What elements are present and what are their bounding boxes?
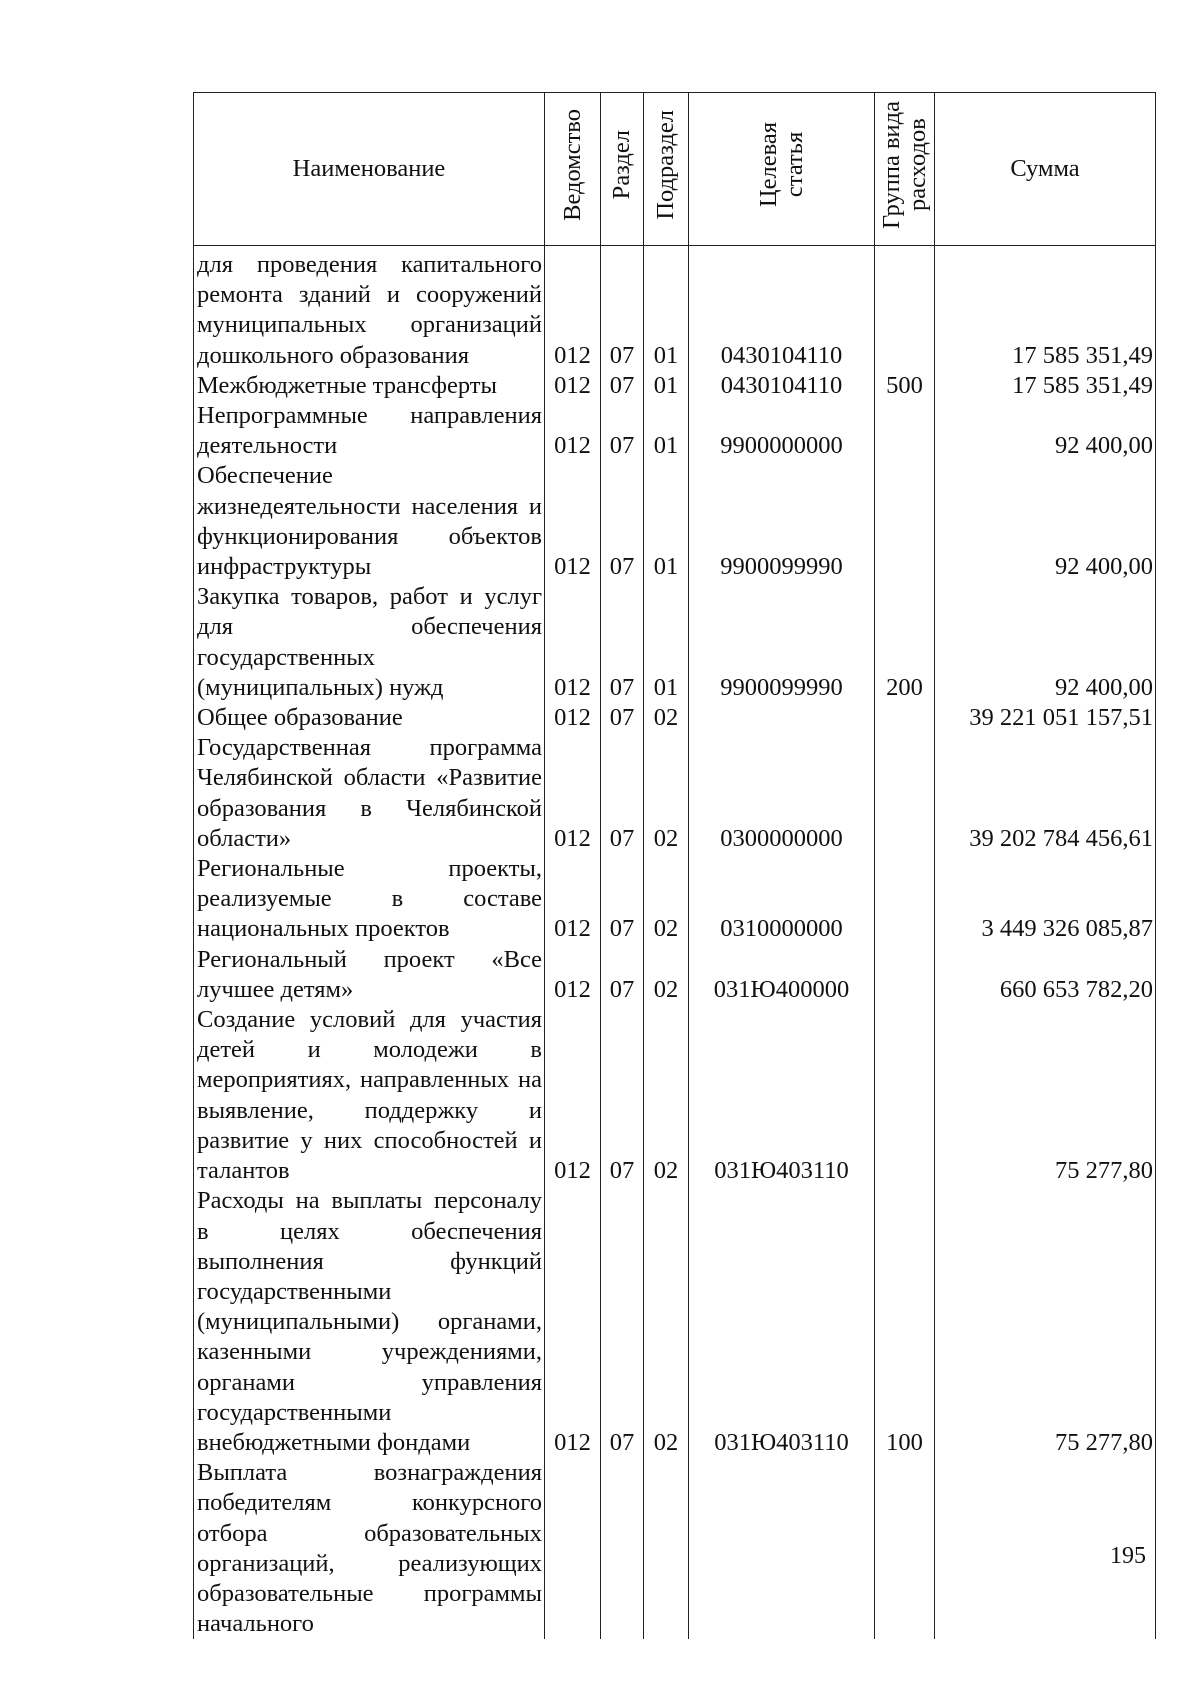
cell-name: Обеспечение жизнедеятельности населения и функционирования объектов инфраструктуры <box>194 461 545 582</box>
cell-name: Межбюджетные трансферты <box>194 371 545 401</box>
cell-sum: 660 653 782,20 <box>935 945 1156 1005</box>
cell-department <box>545 1458 601 1639</box>
cell-target <box>689 1458 875 1639</box>
cell-subsection: 02 <box>644 1005 689 1186</box>
cell-target <box>689 703 875 733</box>
cell-section: 07 <box>601 854 644 945</box>
cell-subsection: 01 <box>644 246 689 371</box>
budget-table <box>193 92 1156 1639</box>
table-row <box>194 401 1156 461</box>
header-sum-label: Сумма <box>1010 154 1080 182</box>
cell-department: 012 <box>545 945 601 1005</box>
table-row <box>194 733 1156 854</box>
cell-name: Общее образование <box>194 703 545 733</box>
cell-group <box>875 945 935 1005</box>
cell-group <box>875 246 935 371</box>
header-group-label <box>879 101 931 229</box>
cell-target: 031Ю403110 <box>689 1005 875 1186</box>
cell-name: Региональный проект «Все лучшее детям» <box>194 945 545 1005</box>
cell-sum: 75 277,80 <box>935 1186 1156 1458</box>
cell-subsection: 02 <box>644 945 689 1005</box>
table-row <box>194 246 1156 371</box>
cell-target: 9900099990 <box>689 461 875 582</box>
cell-department: 012 <box>545 703 601 733</box>
cell-target: 9900000000 <box>689 401 875 461</box>
cell-section: 07 <box>601 246 644 371</box>
cell-subsection <box>644 1458 689 1639</box>
cell-group <box>875 733 935 854</box>
cell-name: Выплата вознаграждения победителям конкурсного отбора образовательных организаций, реализующих образовательные программы начального <box>194 1458 545 1639</box>
table-header <box>194 93 1156 246</box>
cell-group <box>875 703 935 733</box>
cell-subsection: 01 <box>644 371 689 401</box>
cell-department: 012 <box>545 371 601 401</box>
header-target-label <box>756 122 808 207</box>
cell-name: для проведения капитального ремонта зданий и сооружений муниципальных организаций дошкольного образования <box>194 246 545 371</box>
cell-section: 07 <box>601 371 644 401</box>
header-department <box>545 93 601 246</box>
cell-subsection: 02 <box>644 1186 689 1458</box>
cell-sum: 17 585 351,49 <box>935 371 1156 401</box>
cell-section: 07 <box>601 461 644 582</box>
cell-target: 031Ю400000 <box>689 945 875 1005</box>
header-group <box>875 93 935 246</box>
cell-group <box>875 1005 935 1186</box>
cell-group <box>875 854 935 945</box>
header-target-line1: Целевая <box>754 122 782 208</box>
cell-subsection: 02 <box>644 733 689 854</box>
cell-target: 9900099990 <box>689 582 875 703</box>
cell-subsection: 01 <box>644 461 689 582</box>
cell-name: Расходы на выплаты персоналу в целях обеспечения выполнения функций государственными (муниципальными) органами, казенными учреждениями, органами управления государственными внебюджетными фондами <box>194 1186 545 1458</box>
cell-department: 012 <box>545 461 601 582</box>
cell-subsection: 01 <box>644 582 689 703</box>
cell-section: 07 <box>601 703 644 733</box>
table-row <box>194 1458 1156 1639</box>
cell-section: 07 <box>601 582 644 703</box>
header-subsection-label: Подраздел <box>652 110 679 220</box>
cell-target: 0300000000 <box>689 733 875 854</box>
cell-section: 07 <box>601 401 644 461</box>
header-section <box>601 93 644 246</box>
table-row <box>194 1005 1156 1186</box>
cell-group <box>875 1458 935 1639</box>
cell-department: 012 <box>545 1186 601 1458</box>
cell-group <box>875 461 935 582</box>
cell-section <box>601 1458 644 1639</box>
cell-group: 200 <box>875 582 935 703</box>
header-name <box>194 93 545 246</box>
cell-department: 012 <box>545 401 601 461</box>
cell-name: Закупка товаров, работ и услуг для обеспечения государственных (муниципальных) нужд <box>194 582 545 703</box>
cell-name: Государственная программа Челябинской области «Развитие образования в Челябинской области» <box>194 733 545 854</box>
header-sum <box>935 93 1156 246</box>
cell-section: 07 <box>601 1186 644 1458</box>
page-number: 195 <box>1110 1543 1146 1569</box>
table-row <box>194 371 1156 401</box>
cell-name: Создание условий для участия детей и молодежи в мероприятиях, направленных на выявление, поддержку и развитие у них способностей и талантов <box>194 1005 545 1186</box>
table-row <box>194 854 1156 945</box>
cell-department: 012 <box>545 854 601 945</box>
cell-sum: 39 221 051 157,51 <box>935 703 1156 733</box>
cell-target: 0430104110 <box>689 246 875 371</box>
cell-group: 100 <box>875 1186 935 1458</box>
cell-subsection: 01 <box>644 401 689 461</box>
cell-subsection: 02 <box>644 703 689 733</box>
table-row <box>194 461 1156 582</box>
cell-department: 012 <box>545 582 601 703</box>
cell-target: 031Ю403110 <box>689 1186 875 1458</box>
cell-name: Непрограммные направления деятельности <box>194 401 545 461</box>
header-name-label: Наименование <box>292 154 446 182</box>
cell-department: 012 <box>545 246 601 371</box>
header-department-label: Ведомство <box>558 108 586 221</box>
header-target-line2: статья <box>780 132 808 198</box>
cell-sum: 17 585 351,49 <box>935 246 1156 371</box>
cell-group: 500 <box>875 371 935 401</box>
table-row <box>194 1186 1156 1458</box>
cell-subsection: 02 <box>644 854 689 945</box>
cell-sum: 92 400,00 <box>935 582 1156 703</box>
header-group-line2: расходов <box>903 118 931 212</box>
cell-sum: 39 202 784 456,61 <box>935 733 1156 854</box>
cell-section: 07 <box>601 1005 644 1186</box>
cell-sum: 75 277,80 <box>935 1005 1156 1186</box>
cell-department: 012 <box>545 733 601 854</box>
header-target <box>689 93 875 246</box>
header-subsection <box>644 93 689 246</box>
table-row <box>194 582 1156 703</box>
cell-group <box>875 401 935 461</box>
cell-department: 012 <box>545 1005 601 1186</box>
table-body <box>194 246 1156 1640</box>
header-group-line1: Группа вида <box>877 100 905 229</box>
cell-target: 0310000000 <box>689 854 875 945</box>
cell-name: Региональные проекты, реализуемые в составе национальных проектов <box>194 854 545 945</box>
cell-section: 07 <box>601 945 644 1005</box>
cell-sum: 92 400,00 <box>935 461 1156 582</box>
table-row <box>194 703 1156 733</box>
table-row <box>194 945 1156 1005</box>
cell-sum: 3 449 326 085,87 <box>935 854 1156 945</box>
cell-target: 0430104110 <box>689 371 875 401</box>
cell-sum: 92 400,00 <box>935 401 1156 461</box>
cell-section: 07 <box>601 733 644 854</box>
header-section-label: Раздел <box>608 130 635 200</box>
